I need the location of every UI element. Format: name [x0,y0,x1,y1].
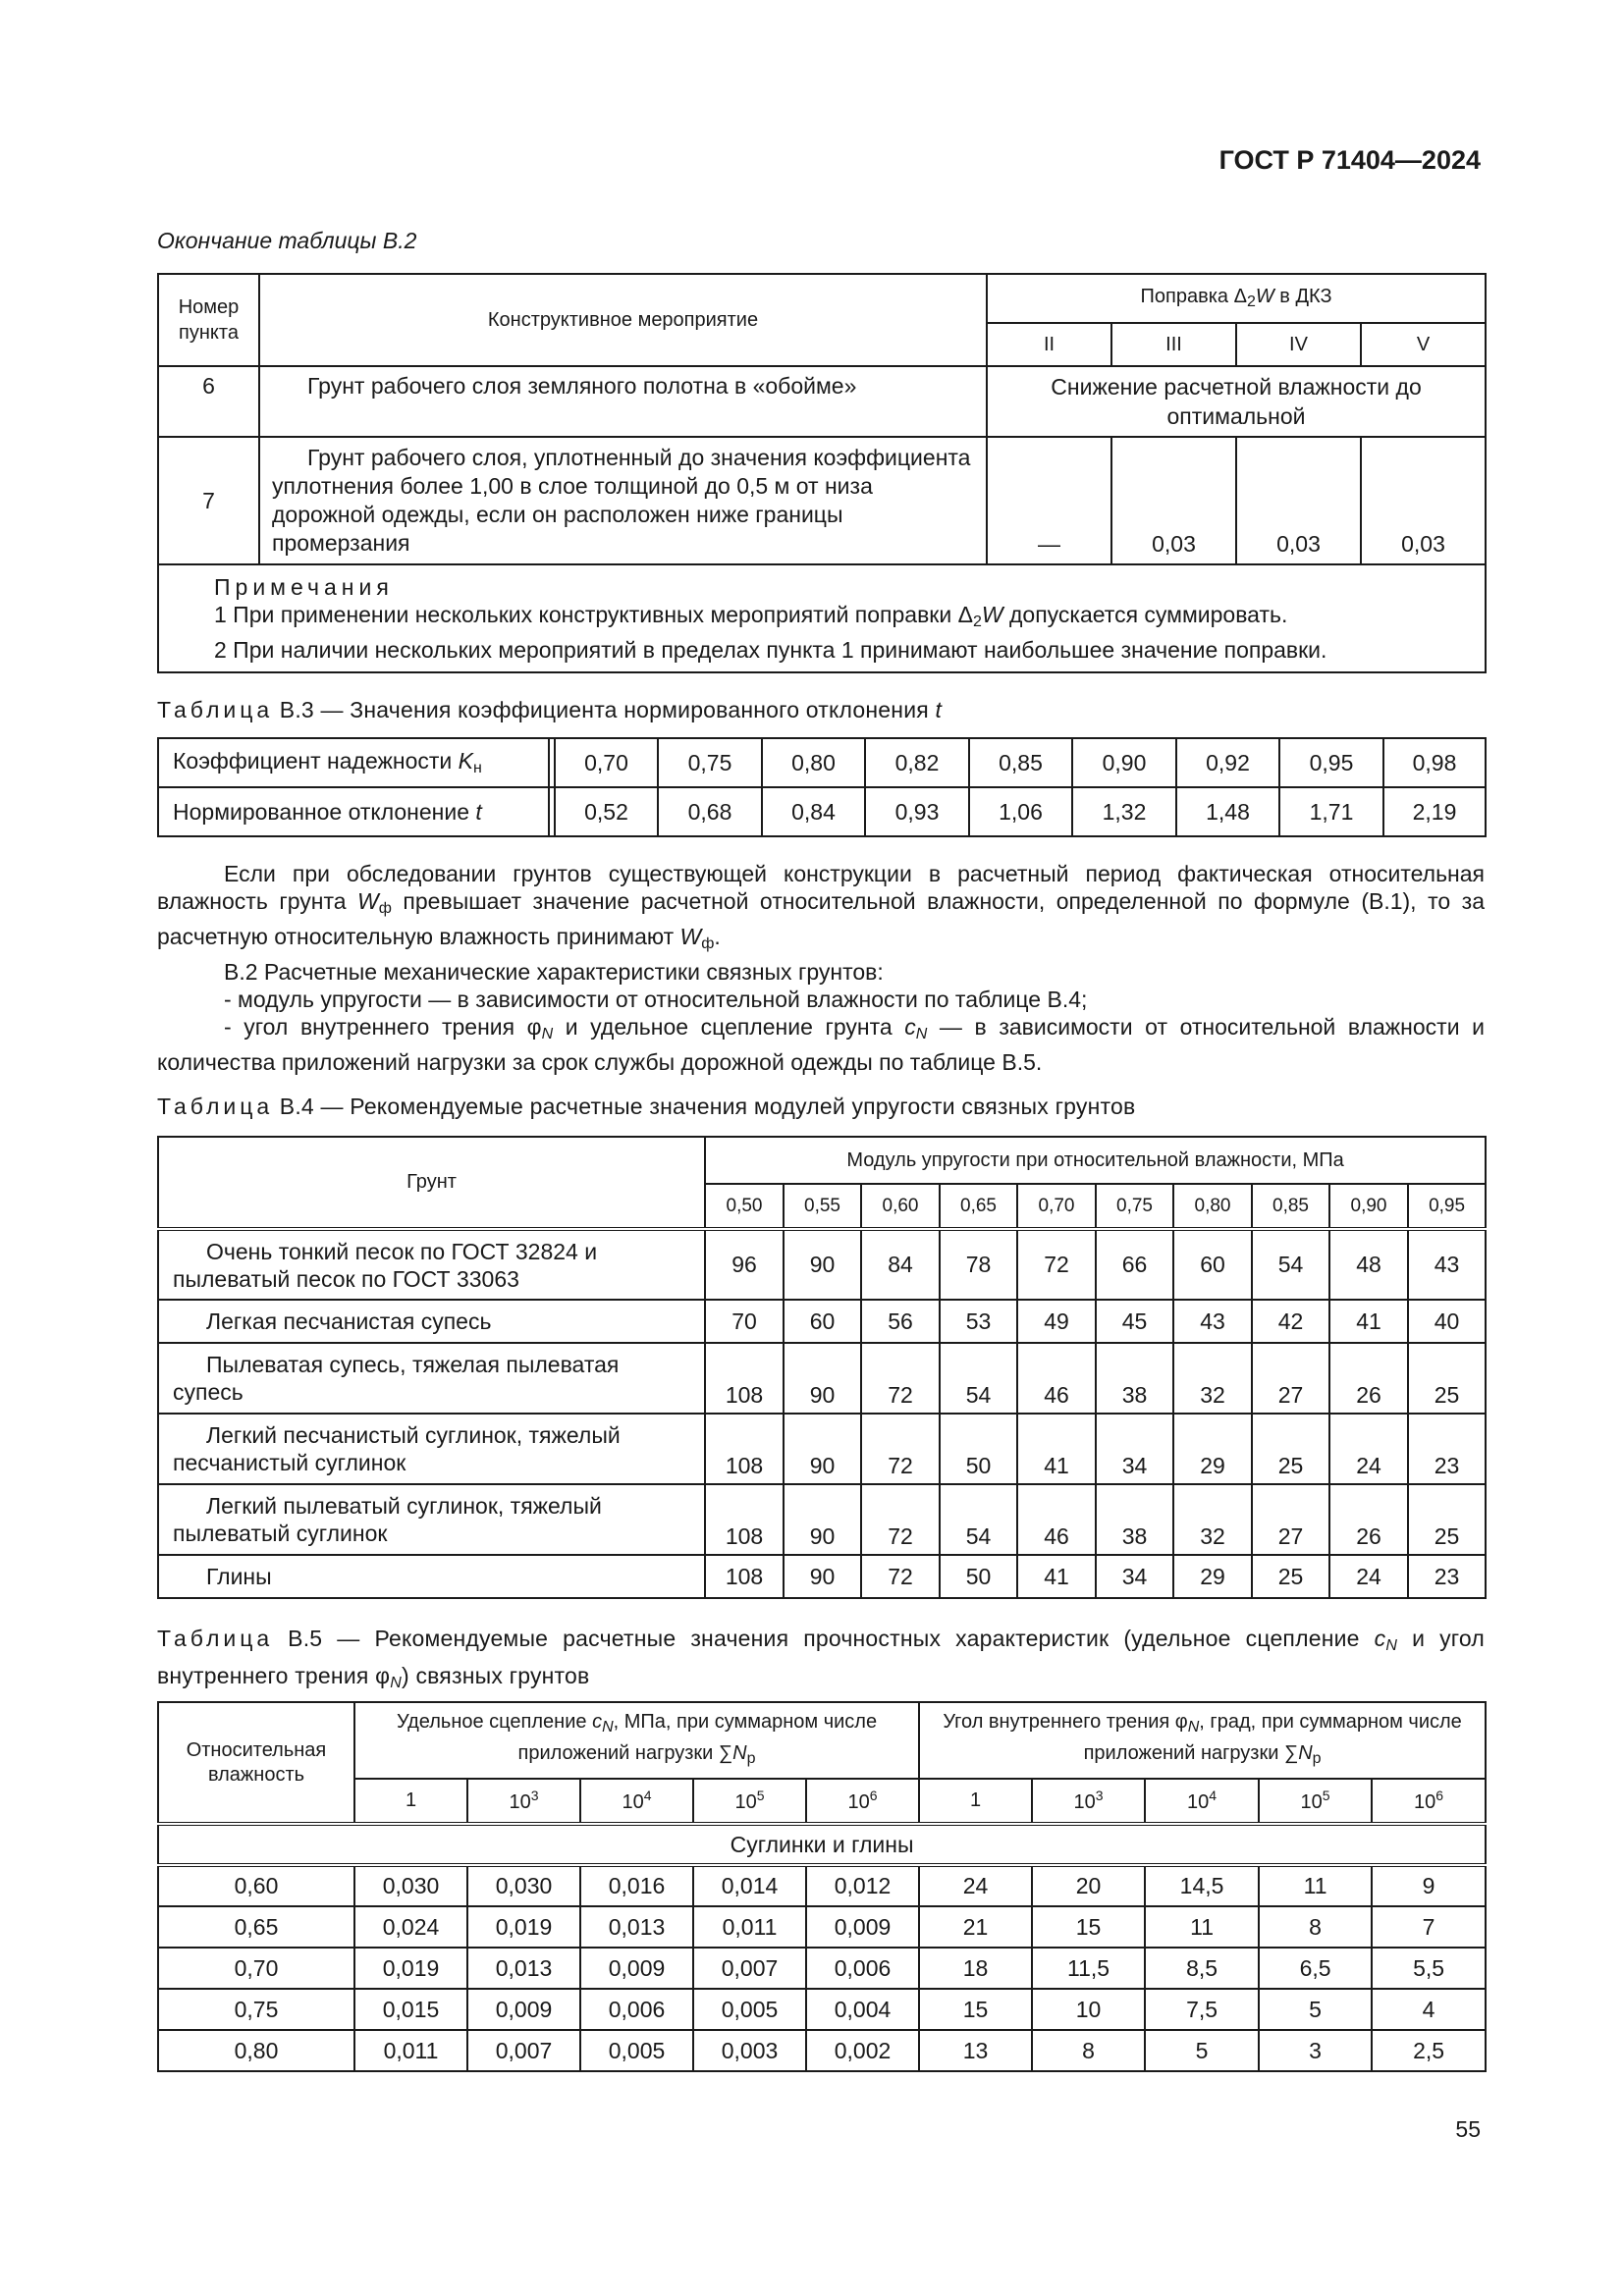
b5-friction-cell: 20 [1032,1865,1145,1906]
b5-load-header: $10^6$ [1372,1779,1486,1824]
b4-humidity-header: 0,95 [1408,1184,1486,1229]
b5-col-humidity: Относительная влажность [158,1702,354,1824]
b4-value-cell: 72 [1017,1229,1096,1300]
b5-cohesion-cell: 0,030 [467,1865,580,1906]
b5-cohesion-cell: 0,011 [693,1906,806,1948]
continuation-title: Окончание таблицы В.2 [157,228,417,253]
b2-notes [158,564,1486,672]
b4-value-cell: 24 [1329,1414,1408,1484]
b2-col-num: Номер пункта [158,274,259,366]
b4-row [158,1555,1486,1598]
b4-value-cell: 26 [1329,1484,1408,1555]
standard-designation: ГОСТ Р 71404—2024 [1218,145,1481,175]
b3-cell: 0,68 [658,787,762,836]
b4-value-cell: 72 [861,1343,940,1414]
b5-friction-cell: 5 [1259,1989,1372,2030]
body-text [157,860,1485,1076]
b5-load-header: $10^6$ [806,1779,919,1824]
b4-value-cell: 90 [784,1343,861,1414]
b5-cohesion-cell: 0,009 [467,1989,580,2030]
b3-cell: 2,19 [1383,787,1486,836]
table-b4 [157,1136,1487,1599]
b4-value-cell: 53 [940,1300,1017,1343]
b5-cohesion-cell: 0,016 [580,1865,693,1906]
b5-load-header: $10^3$ [467,1779,580,1824]
body-paragraph-1: Если при обследовании грунтов существующей конструкции в расчетный период фактическая относительная влажность грунта $W_ф$ превышает значение расчетной относительной влажности, определенной по формуле (В.1), то за расчетную относительную влажность принимают $W_ф$. [157,861,1485,952]
b4-value-cell: 90 [784,1555,861,1598]
b5-cohesion-cell: 0,002 [806,2030,919,2071]
b4-soil-cell: Пылеватая супесь, тяжелая пылеватая супесь [158,1343,705,1414]
b5-row [158,2030,1486,2071]
b4-humidity-header: 0,55 [784,1184,861,1229]
b5-load-header: 1 [919,1779,1032,1824]
b5-cohesion-cell: 0,006 [806,1948,919,1989]
b2-cell-value: 0,03 [1361,437,1486,564]
b3-row1-label: Коэффициент надежности $K_н$ [158,738,549,787]
b2-row-measure: Грунт рабочего слоя земляного полотна в «обойме» [259,366,987,437]
b4-value-cell: 108 [705,1343,784,1414]
b5-cohesion-cell: 0,014 [693,1865,806,1906]
b5-friction-cell: 14,5 [1145,1865,1259,1906]
b5-caption: Таблица В.5 — Рекомендуемые расчетные значения прочностных характеристик (удельное сцепление $c_N$ и угол внутреннего трения $\varphi_N$) связных грунтов [157,1626,1485,1691]
b2-row-num: 6 [158,366,259,437]
b4-value-cell: 25 [1408,1343,1486,1414]
b4-humidity-header: 0,50 [705,1184,784,1229]
b3-cell: 1,32 [1072,787,1176,836]
b4-row [158,1414,1486,1484]
b5-cohesion-cell: 0,005 [693,1989,806,2030]
b4-value-cell: 46 [1017,1484,1096,1555]
b5-cohesion-cell: 0,019 [467,1906,580,1948]
b4-value-cell: 50 [940,1414,1017,1484]
b5-friction-cell: 8,5 [1145,1948,1259,1989]
b4-col-soil: Грунт [158,1137,705,1229]
b5-cohesion-cell: 0,004 [806,1989,919,2030]
b5-friction-cell: 15 [1032,1906,1145,1948]
b4-value-cell: 108 [705,1414,784,1484]
b5-humidity-cell: 0,65 [158,1906,354,1948]
table-b2 [157,273,1487,673]
table-b5 [157,1701,1487,2072]
b4-value-cell: 38 [1096,1484,1173,1555]
b4-value-cell: 90 [784,1484,861,1555]
b4-value-cell: 90 [784,1229,861,1300]
b4-value-cell: 25 [1252,1555,1329,1598]
b5-friction-cell: 5 [1145,2030,1259,2071]
b5-humidity-cell: 0,60 [158,1865,354,1906]
b5-friction-cell: 11 [1145,1906,1259,1948]
b5-friction-cell: 7 [1372,1906,1486,1948]
b3-cell: 1,71 [1279,787,1383,836]
b4-value-cell: 70 [705,1300,784,1343]
b4-value-cell: 108 [705,1484,784,1555]
b5-humidity-cell: 0,75 [158,1989,354,2030]
b5-cohesion-cell: 0,007 [693,1948,806,1989]
b4-value-cell: 23 [1408,1555,1486,1598]
b5-group-row: Суглинки и глины [158,1824,1486,1865]
b4-soil-cell: Очень тонкий песок по ГОСТ 32824 и пылеватый песок по ГОСТ 33063 [158,1229,705,1300]
b5-friction-cell: 11 [1259,1865,1372,1906]
b4-value-cell: 27 [1252,1484,1329,1555]
b2-zone-header: IV [1236,323,1361,366]
b4-value-cell: 54 [940,1484,1017,1555]
b4-value-cell: 25 [1408,1484,1486,1555]
b5-load-header: $10^3$ [1032,1779,1145,1824]
b5-humidity-cell: 0,80 [158,2030,354,2071]
b4-humidity-header: 0,70 [1017,1184,1096,1229]
b3-caption [157,697,942,723]
b2-row-merged: Снижение расчетной влажности до оптимальной [987,366,1486,437]
b4-value-cell: 41 [1017,1555,1096,1598]
b5-friction-cell: 15 [919,1989,1032,2030]
b5-cohesion-cell: 0,024 [354,1906,467,1948]
b4-value-cell: 54 [1252,1229,1329,1300]
b5-loads-row [158,1779,1486,1824]
b4-value-cell: 24 [1329,1555,1408,1598]
b4-row [158,1229,1486,1300]
b4-value-cell: 108 [705,1555,784,1598]
b4-caption [157,1094,1135,1120]
b3-cell: 0,52 [555,787,658,836]
table-b3 [157,737,1487,837]
b5-cohesion-cell: 0,012 [806,1865,919,1906]
b4-row [158,1300,1486,1343]
b4-value-cell: 34 [1096,1555,1173,1598]
b3-cell: 0,93 [865,787,969,836]
b3-cell: 1,06 [969,787,1072,836]
body-paragraph-3: - модуль упругости — в зависимости от относительной влажности по таблице В.4; [224,987,1088,1012]
b4-humidity-header: 0,85 [1252,1184,1329,1229]
b2-row-measure: Грунт рабочего слоя, уплотненный до значения коэффициента уплотнения более 1,00 в слое толщиной до 0,5 м от низа дорожной одежды, если он расположен ниже границы промерзания [259,437,987,564]
b5-cohesion-cell: 0,003 [693,2030,806,2071]
b2-zone-header: II [987,323,1111,366]
b3-cell: 0,84 [762,787,865,836]
b5-cohesion-cell: 0,009 [806,1906,919,1948]
b3-cell: 0,90 [1072,738,1176,787]
b5-friction-cell: 13 [919,2030,1032,2071]
b2-note-1: 1 При применении нескольких конструктивных мероприятий поправки $\Delta_2W$ допускается суммировать. [214,602,1288,630]
b3-cell: 0,70 [555,738,658,787]
b4-caption-text: В.4 — Рекомендуемые расчетные значения модулей упругости связных грунтов [279,1094,1136,1119]
b2-cell-value: — [987,437,1111,564]
b5-friction-cell: 5,5 [1372,1948,1486,1989]
b4-value-cell: 60 [784,1300,861,1343]
b4-value-cell: 23 [1408,1414,1486,1484]
b3-caption-label: Таблица [157,697,274,722]
b5-load-header: $10^4$ [1145,1779,1259,1824]
b4-row [158,1484,1486,1555]
b4-value-cell: 27 [1252,1343,1329,1414]
b2-row-num: 7 [158,437,259,564]
b5-friction-cell: 18 [919,1948,1032,1989]
b4-value-cell: 48 [1329,1229,1408,1300]
b4-value-cell: 38 [1096,1343,1173,1414]
b2-cell-value: 0,03 [1111,437,1236,564]
b3-cell: 0,98 [1383,738,1486,787]
b3-cell: 0,92 [1176,738,1279,787]
b4-value-cell: 41 [1017,1414,1096,1484]
b5-cohesion-cell: 0,009 [580,1948,693,1989]
b2-col-correction: Поправка $\Delta_2W$ в ДКЗ [987,274,1486,323]
b4-value-cell: 32 [1173,1343,1252,1414]
b4-value-cell: 26 [1329,1343,1408,1414]
b5-friction-cell: 6,5 [1259,1948,1372,1989]
b4-humidity-header: 0,65 [940,1184,1017,1229]
page-number: 55 [1455,2116,1481,2142]
b4-value-cell: 29 [1173,1414,1252,1484]
b3-row2-label: Нормированное отклонение t [158,787,549,836]
b4-value-cell: 43 [1408,1229,1486,1300]
b4-value-cell: 56 [861,1300,940,1343]
b4-value-cell: 40 [1408,1300,1486,1343]
b4-value-cell: 50 [940,1555,1017,1598]
b5-cohesion-cell: 0,019 [354,1948,467,1989]
b2-zone-header: III [1111,323,1236,366]
b5-friction-cell: 9 [1372,1865,1486,1906]
b5-row [158,1865,1486,1906]
b5-friction-cell: 11,5 [1032,1948,1145,1989]
b3-cell: 1,48 [1176,787,1279,836]
b4-value-cell: 29 [1173,1555,1252,1598]
b4-value-cell: 84 [861,1229,940,1300]
b4-value-cell: 25 [1252,1414,1329,1484]
b3-cell: 0,85 [969,738,1072,787]
b5-col-friction: Угол внутреннего трения $\varphi_N$, град, при суммарном числе приложений нагрузки $\sum N_p$ [919,1702,1486,1779]
b4-soil-cell: Глины [158,1555,705,1598]
b5-col-cohesion: Удельное сцепление $c_N$, МПа, при суммарном числе приложений нагрузки $\sum N_p$ [354,1702,919,1779]
b5-friction-cell: 21 [919,1906,1032,1948]
b5-cohesion-cell: 0,030 [354,1865,467,1906]
b5-humidity-cell: 0,70 [158,1948,354,1989]
b5-friction-cell: 2,5 [1372,2030,1486,2071]
b2-zone-header: V [1361,323,1486,366]
b5-cohesion-cell: 0,005 [580,2030,693,2071]
b4-value-cell: 90 [784,1414,861,1484]
b4-value-cell: 60 [1173,1229,1252,1300]
body-paragraph-2: В.2 Расчетные механические характеристики связных грунтов: [224,959,884,985]
b4-value-cell: 72 [861,1414,940,1484]
b5-friction-cell: 3 [1259,2030,1372,2071]
b4-row [158,1343,1486,1414]
b5-cohesion-cell: 0,015 [354,1989,467,2030]
b4-value-cell: 49 [1017,1300,1096,1343]
b5-friction-cell: 4 [1372,1989,1486,2030]
b4-humidity-header: 0,80 [1173,1184,1252,1229]
b4-value-cell: 78 [940,1229,1017,1300]
b5-load-header: 1 [354,1779,467,1824]
b5-load-header: $10^5$ [693,1779,806,1824]
b4-value-cell: 41 [1329,1300,1408,1343]
body-paragraph-4: - угол внутреннего трения $\varphi_N$ и удельное сцепление грунта $c_N$ — в зависимости от относительной влажности и количества приложений нагрузки за срок службы дорожной одежды по таблице В.5. [157,1014,1485,1075]
b5-friction-cell: 24 [919,1865,1032,1906]
b2-cell-value: 0,03 [1236,437,1361,564]
b4-col-modulus: Модуль упругости при относительной влажности, МПа [705,1137,1486,1184]
b4-value-cell: 66 [1096,1229,1173,1300]
b4-value-cell: 34 [1096,1414,1173,1484]
b4-soil-cell: Легкий пылеватый суглинок, тяжелый пылеватый суглинок [158,1484,705,1555]
b3-cell: 0,80 [762,738,865,787]
b4-value-cell: 72 [861,1555,940,1598]
b2-col-measure: Конструктивное мероприятие [259,274,987,366]
b4-value-cell: 46 [1017,1343,1096,1414]
b5-friction-cell: 7,5 [1145,1989,1259,2030]
b5-friction-cell: 8 [1259,1906,1372,1948]
b4-value-cell: 43 [1173,1300,1252,1343]
b5-cohesion-cell: 0,007 [467,2030,580,2071]
b4-soil-cell: Легкий песчанистый суглинок, тяжелый песчанистый суглинок [158,1414,705,1484]
b4-humidity-header: 0,90 [1329,1184,1408,1229]
b4-value-cell: 45 [1096,1300,1173,1343]
b4-value-cell: 32 [1173,1484,1252,1555]
b5-cohesion-cell: 0,013 [467,1948,580,1989]
b4-value-cell: 96 [705,1229,784,1300]
b4-humidity-header: 0,60 [861,1184,940,1229]
b5-load-header: $10^5$ [1259,1779,1372,1824]
b5-cohesion-cell: 0,011 [354,2030,467,2071]
b5-friction-cell: 8 [1032,2030,1145,2071]
b4-soil-cell: Легкая песчанистая супесь [158,1300,705,1343]
b5-row [158,1906,1486,1948]
b4-caption-label: Таблица [157,1094,274,1119]
b5-load-header: $10^4$ [580,1779,693,1824]
b5-row [158,1989,1486,2030]
b3-cell: 0,75 [658,738,762,787]
b2-note-2: 2 При наличии нескольких мероприятий в пределах пункта 1 принимают наибольшее значение поправки. [214,637,1327,663]
b3-cell: 0,82 [865,738,969,787]
b2-notes-title: Примечания [214,574,394,600]
b5-row [158,1948,1486,1989]
b4-value-cell: 42 [1252,1300,1329,1343]
b5-cohesion-cell: 0,006 [580,1989,693,2030]
b4-value-cell: 54 [940,1343,1017,1414]
b5-friction-cell: 10 [1032,1989,1145,2030]
b4-humidity-header: 0,75 [1096,1184,1173,1229]
b5-caption-label: Таблица [157,1626,274,1651]
b5-cohesion-cell: 0,013 [580,1906,693,1948]
b3-cell: 0,95 [1279,738,1383,787]
b3-caption-text: В.3 — Значения коэффициента нормированного отклонения t [279,697,943,722]
b4-value-cell: 72 [861,1484,940,1555]
